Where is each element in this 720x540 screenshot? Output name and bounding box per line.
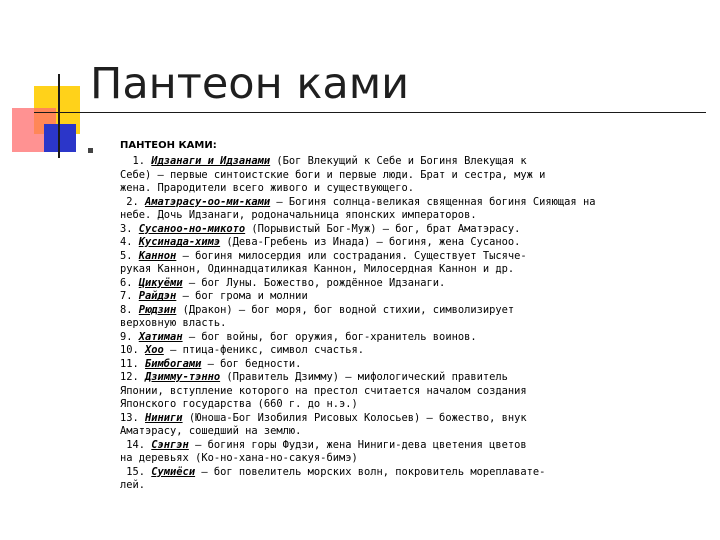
deity-name: Сумиёси — [151, 465, 196, 478]
body-line — [120, 439, 700, 453]
body-line — [120, 317, 700, 331]
body-text: – бог грома и молнии — [176, 290, 308, 302]
body-text: – бог войны, бог оружия, бог-хранитель воинов. — [182, 330, 477, 343]
deity-name: Ниниги — [145, 411, 183, 424]
body-text: Себе) – первые синтоистские боги и первые люди. Брат и сестра, муж и — [120, 168, 546, 181]
deity-name: Дзимму-тэнно — [145, 371, 221, 383]
body-text: Аматэрасу, сошедший на землю. — [120, 425, 302, 437]
body-text: – бог Луны. Божество, рождённое Идзанаги. — [182, 276, 446, 289]
body-line — [120, 425, 700, 439]
body-text: на деревьях (Ко-но-хана-но-сакуя-бимэ) — [120, 452, 358, 464]
deity-name: Сусаноо-но-микото — [138, 222, 246, 235]
slide-title: Пантеон ками — [90, 59, 410, 109]
body-line — [120, 196, 700, 210]
deity-name: Аматэрасу-оо-ми-ками — [145, 195, 271, 208]
body-text: (Юноша-Бог Изобилия Рисовых Колосьев) – божество, внук — [182, 411, 527, 424]
body-text: – бог бедности. — [201, 357, 302, 370]
deity-name: Райдэн — [138, 290, 177, 302]
body-line — [120, 182, 700, 196]
body-text: 4. — [120, 236, 139, 248]
deity-name: Бимбогами — [145, 357, 202, 370]
body-line — [120, 263, 700, 277]
body-text: 9. — [120, 330, 139, 343]
body-text: 15. — [120, 465, 152, 478]
deity-name: Сэнгэн — [151, 438, 189, 451]
body-text: 12. — [120, 371, 146, 383]
body-line — [120, 398, 700, 412]
body-line — [120, 466, 700, 480]
body-line — [120, 331, 700, 345]
body-line — [120, 304, 700, 318]
deity-name: Идзанаги и Идзанами — [151, 155, 271, 167]
decor-vertical-line — [58, 74, 60, 158]
deity-name: Каннон — [138, 249, 177, 262]
deity-name: Рюдзин — [138, 303, 177, 316]
body-line — [120, 344, 700, 358]
body-text: 5. — [120, 249, 139, 262]
decor-blue-square — [44, 124, 76, 152]
body-text: 13. — [120, 411, 146, 424]
deity-name: Хатиман — [138, 330, 183, 343]
body-text: Японии, вступление которого на престол считается началом создания — [120, 384, 527, 397]
body-text: 6. — [120, 276, 139, 289]
body-line — [120, 250, 700, 264]
body-line — [120, 385, 700, 399]
body-line — [120, 209, 700, 223]
deity-name: Цикуёми — [138, 276, 183, 289]
body-text: Японского государства (660 г. до н.э.) — [120, 398, 358, 410]
deity-name: Хоо — [145, 344, 164, 356]
body-line — [120, 169, 700, 183]
body-line — [120, 358, 700, 372]
decor-horizontal-line — [34, 112, 706, 113]
body-text: лей. — [120, 479, 146, 491]
body-text: (Правитель Дзимму) – мифологический правитель — [220, 371, 508, 383]
deity-name: Кусинада-химэ — [138, 236, 221, 248]
body-text: 1. — [120, 155, 152, 167]
body-text: жена. Прародители всего живого и существующего. — [120, 182, 415, 194]
body-line — [120, 412, 700, 426]
body-line — [120, 290, 700, 304]
body-text: рукая Каннон, Одиннадцатиликая Каннон, Милосердная Каннон и др. — [120, 263, 515, 275]
body-text: 11. — [120, 357, 146, 370]
body-line — [120, 223, 700, 237]
body-text: – богиня горы Фудзи, жена Ниниги-дева цветения цветов — [188, 438, 527, 451]
body-text: (Порывистый Бог-Муж) – бог, брат Аматэрасу. — [245, 222, 521, 235]
body-line — [120, 155, 700, 169]
body-line — [120, 236, 700, 250]
body-text: 14. — [120, 438, 152, 451]
slide-body-text — [120, 155, 700, 493]
body-text: 2. — [120, 195, 146, 208]
body-line — [120, 479, 700, 493]
bullet-heading: ПАНТЕОН КАМИ: — [120, 140, 217, 151]
body-text: 10. — [120, 344, 146, 356]
body-text: небе. Дочь Идзанаги, родоначальница японских императоров. — [120, 209, 477, 221]
body-text: 7. — [120, 290, 139, 302]
body-text: (Бог Влекущий к Себе и Богиня Влекущая к — [270, 155, 527, 167]
body-text: – бог повелитель морских волн, покровитель мореплавате- — [195, 465, 546, 478]
body-line — [120, 452, 700, 466]
body-text: 3. — [120, 222, 139, 235]
body-line — [120, 371, 700, 385]
body-text: (Дева-Гребень из Инада) – богиня, жена Сусаноо. — [220, 236, 521, 248]
bullet-square-icon — [88, 148, 93, 153]
body-text: (Дракон) – бог моря, бог водной стихии, символизирует — [176, 303, 515, 316]
body-line — [120, 277, 700, 291]
body-text: – богиня милосердия или сострадания. Существует Тысяче- — [176, 249, 527, 262]
body-text: 8. — [120, 303, 139, 316]
body-text: – птица-феникс, символ счастья. — [163, 344, 364, 356]
body-text: верховную власть. — [120, 317, 227, 329]
body-text: – Богиня солнца-великая священная богиня Сияющая на — [270, 195, 596, 208]
